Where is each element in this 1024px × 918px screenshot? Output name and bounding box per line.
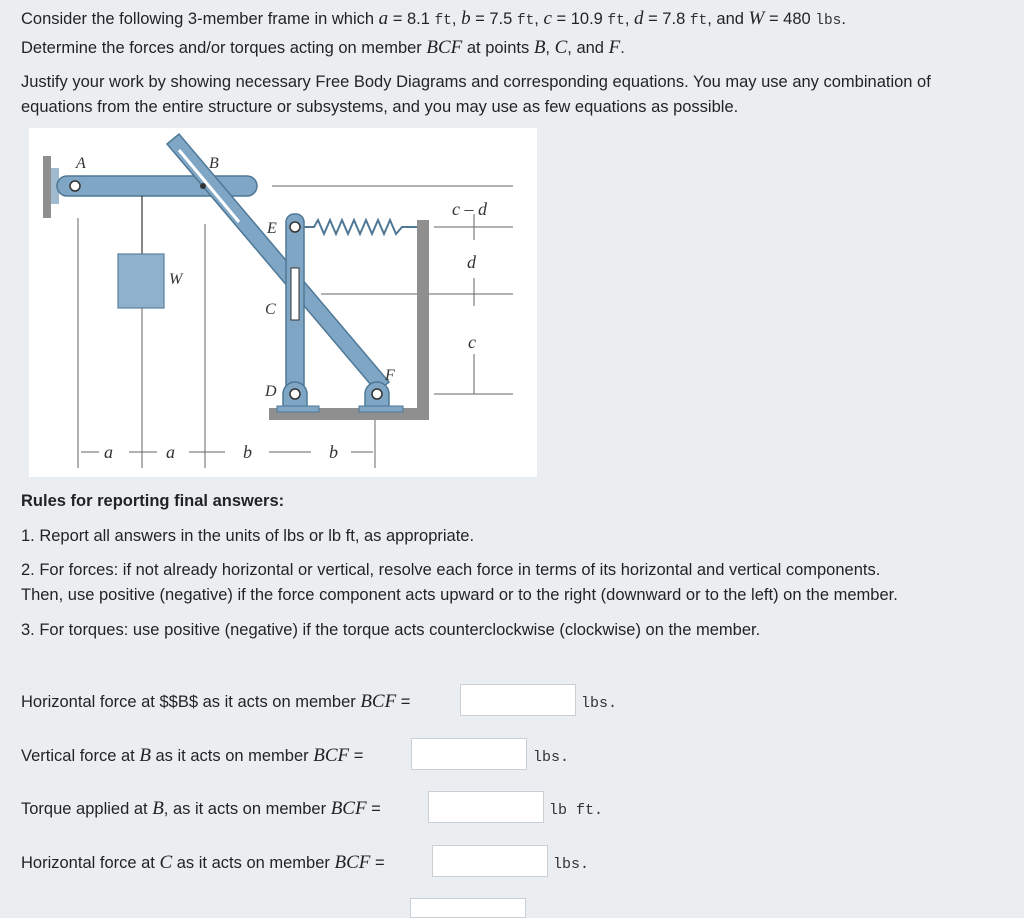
dim-label-a1: a [104, 442, 113, 462]
symbol-c: c [543, 8, 552, 29]
equals-sign: = [366, 800, 381, 818]
dim-label-b2: b [329, 442, 338, 462]
symbol-a: a [378, 8, 389, 29]
symbol-b: b [461, 8, 471, 29]
value-a: = 8.1 [388, 10, 435, 28]
question-horizontal-force-c [21, 850, 385, 876]
dim-label-d: d [467, 252, 476, 272]
dim-label-cd: c – d [452, 199, 487, 219]
unit-label: lbs. [533, 749, 570, 766]
problem-line-1 [21, 6, 846, 34]
weight-block [118, 254, 164, 308]
justify-line-1: Justify your work by showing necessary Free Body Diagrams and corresponding equations. You may use any combination of [21, 73, 931, 91]
member-symbol: BCF [334, 852, 371, 873]
pin-f [372, 389, 382, 399]
pin-d [290, 389, 300, 399]
separator: , [545, 39, 555, 57]
label-e: E [267, 220, 277, 237]
value-c: = 10.9 [551, 10, 608, 28]
equals-sign: = [396, 693, 411, 711]
question-text: as it acts on member [150, 747, 314, 765]
label-f: F [385, 367, 395, 384]
value-b: = 7.5 [470, 10, 517, 28]
rule-2-line-2: Then, use positive (negative) if the force component acts upward or to the right (downward or to the left) on the member. [21, 586, 898, 604]
next-answer-input-partial[interactable] [410, 898, 526, 918]
equals-sign: = [349, 747, 364, 765]
value-w: = 480 [764, 10, 816, 28]
question-torque-b [21, 796, 381, 822]
separator: , [534, 10, 544, 28]
point-symbol: C [554, 37, 568, 58]
separator: , and [707, 10, 749, 28]
problem-intro-text: Consider the following 3-member frame in which [21, 10, 379, 28]
separator: , [451, 10, 462, 28]
label-w: W [169, 271, 183, 288]
symbol-w: W [748, 8, 765, 29]
separator: . [620, 39, 625, 57]
value-d: = 7.8 [643, 10, 690, 28]
unit-c: ft [607, 13, 625, 29]
label-d: D [265, 383, 277, 400]
point-symbol: B [139, 745, 151, 766]
separator: , [624, 10, 634, 28]
answer-vertical-force-b-input[interactable] [411, 738, 527, 770]
point-symbol: B [533, 37, 546, 58]
answer-torque-b-input[interactable] [428, 791, 544, 823]
separator: , and [567, 39, 609, 57]
member-symbol: BCF [330, 798, 367, 819]
unit-w: lbs [815, 13, 842, 29]
member-symbol: BCF [426, 37, 463, 58]
rule-1: 1. Report all answers in the units of lbs or lb ft, as appropriate. [21, 527, 475, 545]
question-text: Horizontal force at [21, 854, 160, 872]
rule-2-line-1: 2. For forces: if not already horizontal or vertical, resolve each force in terms of its horizontal and vertical components. [21, 561, 881, 579]
label-a: A [76, 155, 86, 172]
question-text: as it acts on member [172, 854, 335, 872]
support-d-base [277, 406, 319, 412]
right-wall [417, 220, 429, 420]
rules-heading: Rules for reporting final answers: [21, 492, 285, 510]
question-horizontal-force-b [21, 689, 410, 715]
point-symbol: B [152, 798, 164, 819]
point-symbol: C [159, 852, 173, 873]
rule-3: 3. For torques: use positive (negative) if the torque acts counterclockwise (clockwise) on the member. [21, 621, 761, 639]
support-f-base [359, 406, 403, 412]
problem-line-2 [21, 35, 625, 61]
unit-a: ft [434, 13, 452, 29]
dim-label-a2: a [166, 442, 175, 462]
slot-c [291, 268, 299, 320]
unit-d: ft [689, 13, 708, 29]
problem-task-text: Determine the forces and/or torques acting on member [21, 39, 427, 57]
unit-label: lb ft. [549, 802, 604, 819]
label-b: B [209, 155, 219, 172]
member-bf [167, 134, 389, 392]
unit-b: ft [516, 13, 535, 29]
separator: . [841, 10, 846, 28]
dim-label-c: c [468, 332, 476, 352]
member-symbol: BCF [360, 691, 397, 712]
unit-label: lbs. [581, 695, 618, 712]
dim-label-b1: b [243, 442, 252, 462]
problem-task-text: at points [462, 39, 534, 57]
pin-e [290, 222, 300, 232]
question-text: , as it acts on member [163, 800, 331, 818]
answer-horizontal-force-c-input[interactable] [432, 845, 548, 877]
label-c: C [265, 301, 276, 318]
question-text: Horizontal force at $$B$ as it acts on member [21, 693, 361, 711]
point-symbol: F [608, 37, 621, 58]
answer-horizontal-force-b-input[interactable] [460, 684, 576, 716]
symbol-d: d [634, 8, 644, 29]
pin-a [70, 181, 80, 191]
question-vertical-force-b [21, 743, 363, 769]
member-symbol: BCF [313, 745, 350, 766]
question-text: Torque applied at [21, 800, 153, 818]
unit-label: lbs. [553, 856, 590, 873]
pin-b [200, 183, 206, 189]
frame-diagram [29, 128, 537, 477]
spring [304, 220, 417, 234]
frame-diagram-svg [29, 128, 537, 477]
question-text: Vertical force at [21, 747, 140, 765]
justify-line-2: equations from the entire structure or subsystems, and you may use as few equations as possible. [21, 98, 739, 116]
equals-sign: = [370, 854, 385, 872]
left-wall [43, 156, 51, 218]
